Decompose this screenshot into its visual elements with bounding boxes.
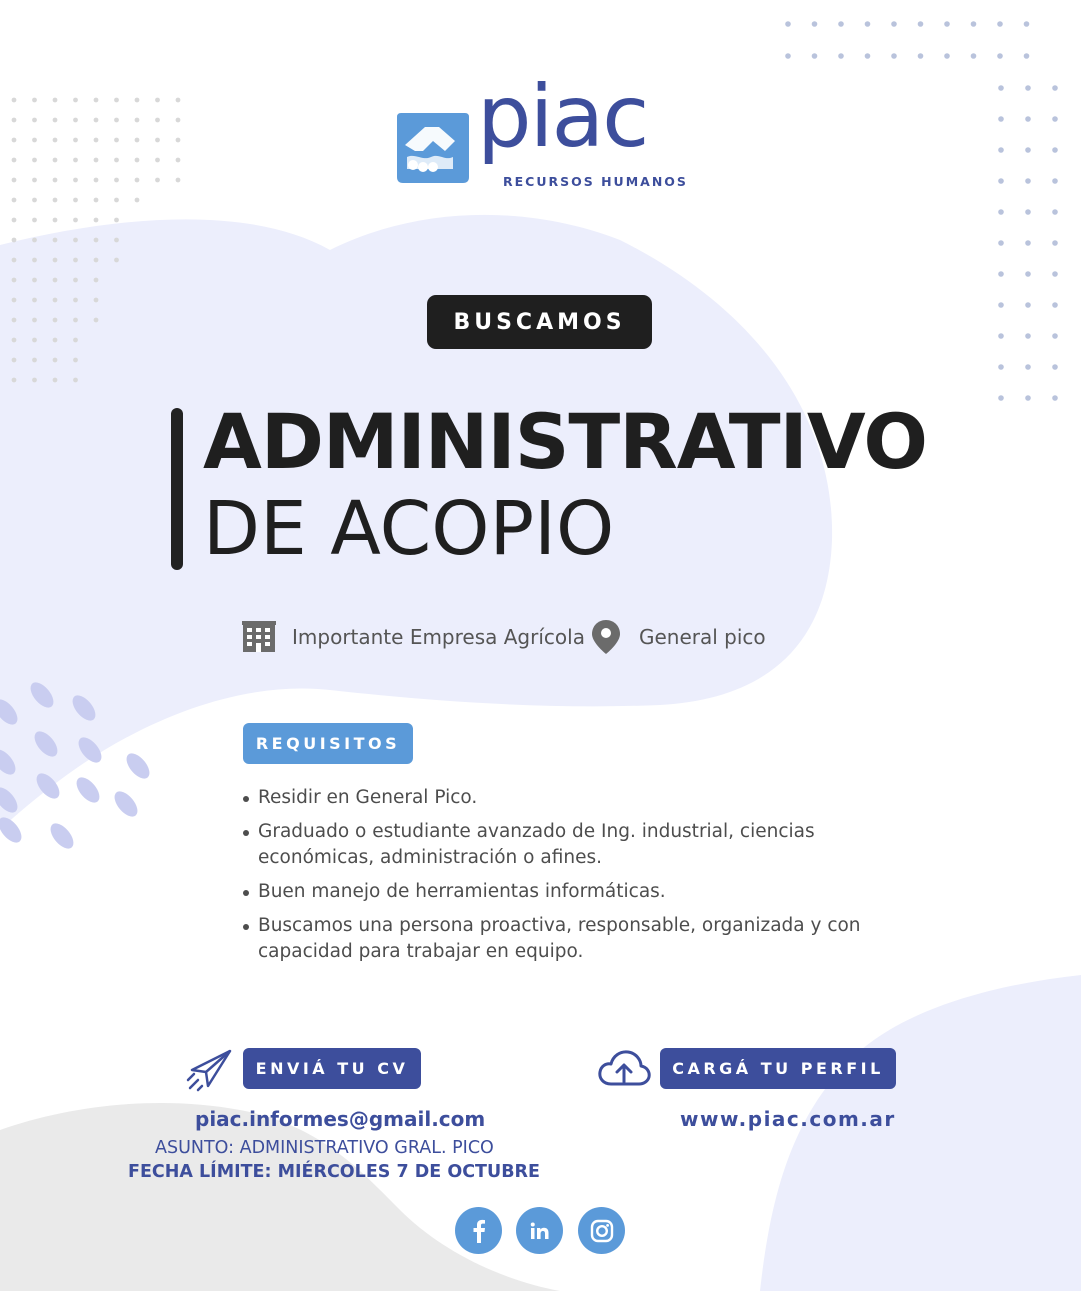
petal-shape (110, 787, 142, 820)
petal-shape (46, 819, 78, 852)
paper-plane-icon (186, 1048, 234, 1092)
map-pin-icon (591, 619, 621, 655)
instagram-button[interactable] (578, 1207, 625, 1254)
send-cv-button[interactable]: ENVIÁ TU CV (243, 1048, 421, 1089)
buscamos-badge: BUSCAMOS (427, 295, 652, 349)
website-link[interactable]: www.piac.com.ar (680, 1107, 896, 1131)
instagram-icon (590, 1219, 614, 1243)
linkedin-button[interactable] (516, 1207, 563, 1254)
job-title-line1: ADMINISTRATIVO (203, 397, 927, 486)
requirement-item: Graduado o estudiante avanzado de Ing. industrial, ciencias económicas, administración o afines. (242, 819, 898, 871)
job-title-line2: DE ACOPIO (203, 486, 615, 572)
building-icon (242, 619, 276, 653)
requirement-item: Buscamos una persona proactiva, responsable, organizada y con capacidad para trabajar en equipo. (242, 913, 918, 965)
requirements-list (242, 785, 942, 973)
upload-profile-button[interactable]: CARGÁ TU PERFIL (660, 1048, 896, 1089)
cloud-upload-icon (597, 1048, 651, 1088)
requirement-item: Residir en General Pico. (242, 785, 942, 811)
piac-logo (395, 67, 695, 202)
contact-email-link[interactable]: piac.informes@gmail.com (195, 1107, 486, 1131)
facebook-button[interactable] (455, 1207, 502, 1254)
location-name: General pico (639, 625, 766, 649)
requirement-item: Buen manejo de herramientas informáticas. (242, 879, 942, 905)
dot-grid-right (785, 21, 1058, 401)
petal-shape (122, 749, 154, 782)
requirements-label: REQUISITOS (243, 723, 413, 764)
background-blob-gray (0, 1103, 560, 1291)
petal-shape (72, 773, 104, 806)
background-blob-lavender-right (760, 975, 1081, 1291)
linkedin-icon (530, 1222, 550, 1240)
handshake-icon (395, 109, 471, 185)
logo-wordmark: piac (477, 67, 648, 167)
facebook-icon (469, 1219, 489, 1243)
logo-tagline: RECURSOS HUMANOS (503, 174, 688, 189)
deadline: FECHA LÍMITE: MIÉRCOLES 7 DE OCTUBRE (128, 1162, 540, 1182)
company-name: Importante Empresa Agrícola (292, 625, 585, 649)
petal-shape (0, 813, 26, 846)
title-accent-bar (171, 408, 183, 570)
email-subject: ASUNTO: ADMINISTRATIVO GRAL. PICO (155, 1138, 494, 1158)
